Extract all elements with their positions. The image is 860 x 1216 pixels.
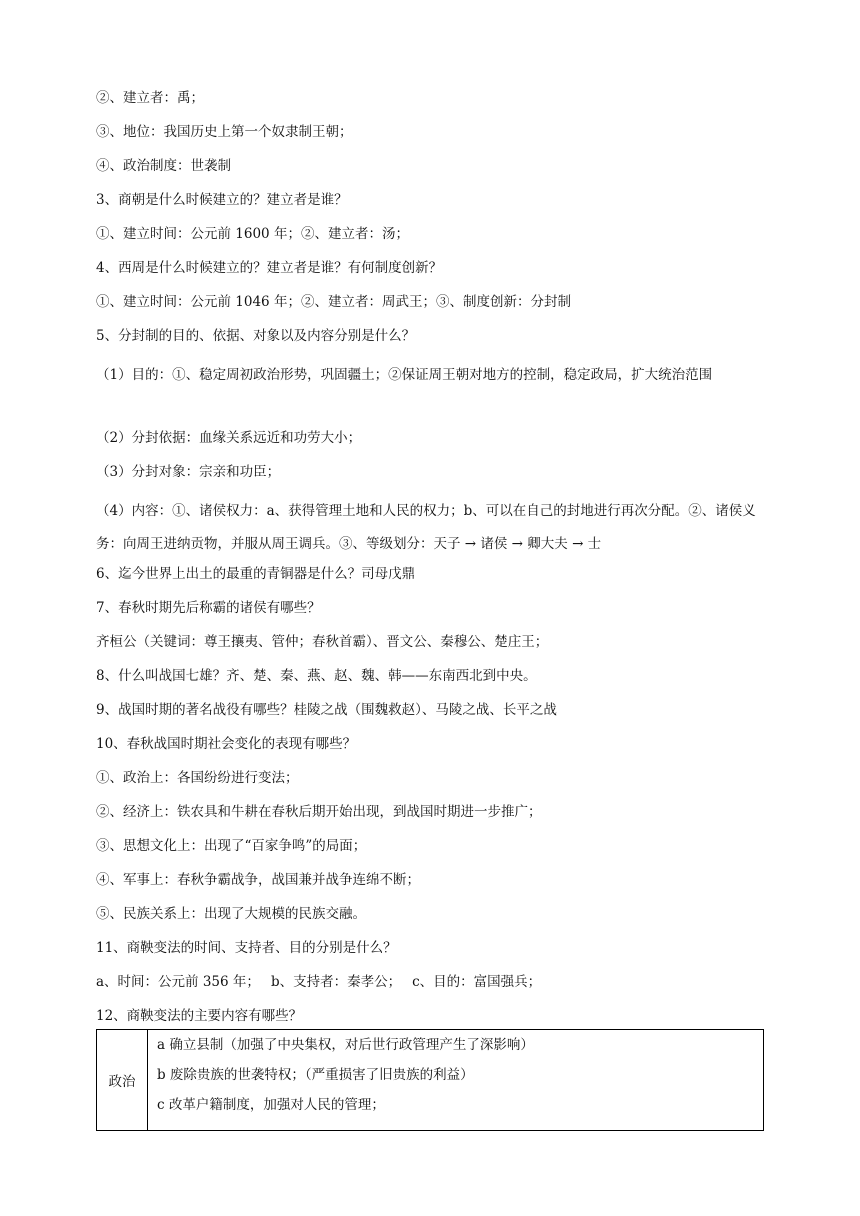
text-line: （1）目的：①、稳定周初政治形势，巩固疆土；②保证周王朝对地方的控制，稳定政局，扩大统治范围 bbox=[96, 367, 713, 383]
text-line: ③、思想文化上：出现了“百家争鸣”的局面； bbox=[96, 838, 367, 854]
text-line: ①、建立时间：公元前 1600 年；②、建立者：汤； bbox=[96, 226, 409, 242]
text-line: ②、建立者：禹； bbox=[96, 90, 204, 106]
table-item: a 确立县制（加强了中央集权，对后世行政管理产生了深影响） bbox=[157, 1037, 534, 1053]
reform-content-table bbox=[96, 1029, 764, 1131]
text-line: ①、建立时间：公元前 1046 年；②、建立者：周武王；③、制度创新：分封制 bbox=[96, 294, 571, 310]
question-11: 11、商鞅变法的时间、支持者、目的分别是什么？ bbox=[96, 940, 397, 956]
question-5: 5、分封制的目的、依据、对象以及内容分别是什么？ bbox=[96, 328, 416, 344]
text-line: a、时间：公元前 356 年； b、支持者：秦孝公； c、目的：富国强兵； bbox=[96, 974, 542, 990]
text-line: （4）内容：①、诸侯权力：a、获得管理土地和人民的权力；b、可以在自己的封地进行再次分配。②、诸侯义务：向周王进纳贡物，并服从周王调兵。③、等级划分：天子 → 诸侯 → 卿大夫 → 士 bbox=[96, 503, 756, 552]
table-row bbox=[97, 1030, 764, 1131]
question-9: 9、战国时期的著名战役有哪些？桂陵之战（围魏救赵）、马陵之战、长平之战 bbox=[96, 702, 557, 718]
table-item: c 改革户籍制度，加强对人民的管理； bbox=[157, 1097, 385, 1113]
text-line: ③、地位：我国历史上第一个奴隶制王朝； bbox=[96, 124, 353, 140]
question-12: 12、商鞅变法的主要内容有哪些？ bbox=[96, 1008, 303, 1024]
text-line: ④、军事上：春秋争霸战争，战国兼并战争连绵不断； bbox=[96, 872, 420, 888]
question-4: 4、西周是什么时候建立的？建立者是谁？有何制度创新？ bbox=[96, 260, 443, 276]
question-3: 3、商朝是什么时候建立的？建立者是谁？ bbox=[96, 192, 348, 208]
question-10: 10、春秋战国时期社会变化的表现有哪些？ bbox=[96, 736, 357, 752]
text-line: ②、经济上：铁农具和牛耕在春秋后期开始出现，到战国时期进一步推广； bbox=[96, 804, 542, 820]
text-line: （2）分封依据：血缘关系远近和功劳大小； bbox=[96, 430, 362, 446]
table-item: b 废除贵族的世袭特权；（严重损害了旧贵族的利益） bbox=[157, 1067, 474, 1083]
text-line: （3）分封对象：宗亲和功臣； bbox=[96, 464, 281, 480]
table-header-cell: 政治 bbox=[97, 1030, 148, 1131]
table-content-cell bbox=[148, 1030, 764, 1131]
text-line: ④、政治制度：世袭制 bbox=[96, 158, 231, 174]
question-6: 6、迄今世界上出土的最重的青铜器是什么？司母戊鼎 bbox=[96, 566, 416, 582]
text-line: ①、政治上：各国纷纷进行变法； bbox=[96, 770, 299, 786]
question-7: 7、春秋时期先后称霸的诸侯有哪些？ bbox=[96, 600, 321, 616]
text-line: ⑤、民族关系上：出现了大规模的民族交融。 bbox=[96, 906, 366, 922]
question-8: 8、什么叫战国七雄？齐、楚、秦、燕、赵、魏、韩——东南西北到中央。 bbox=[96, 668, 537, 684]
text-line: 齐桓公（关键词：尊王攘夷、管仲；春秋首霸）、晋文公、秦穆公、楚庄王； bbox=[96, 634, 549, 650]
